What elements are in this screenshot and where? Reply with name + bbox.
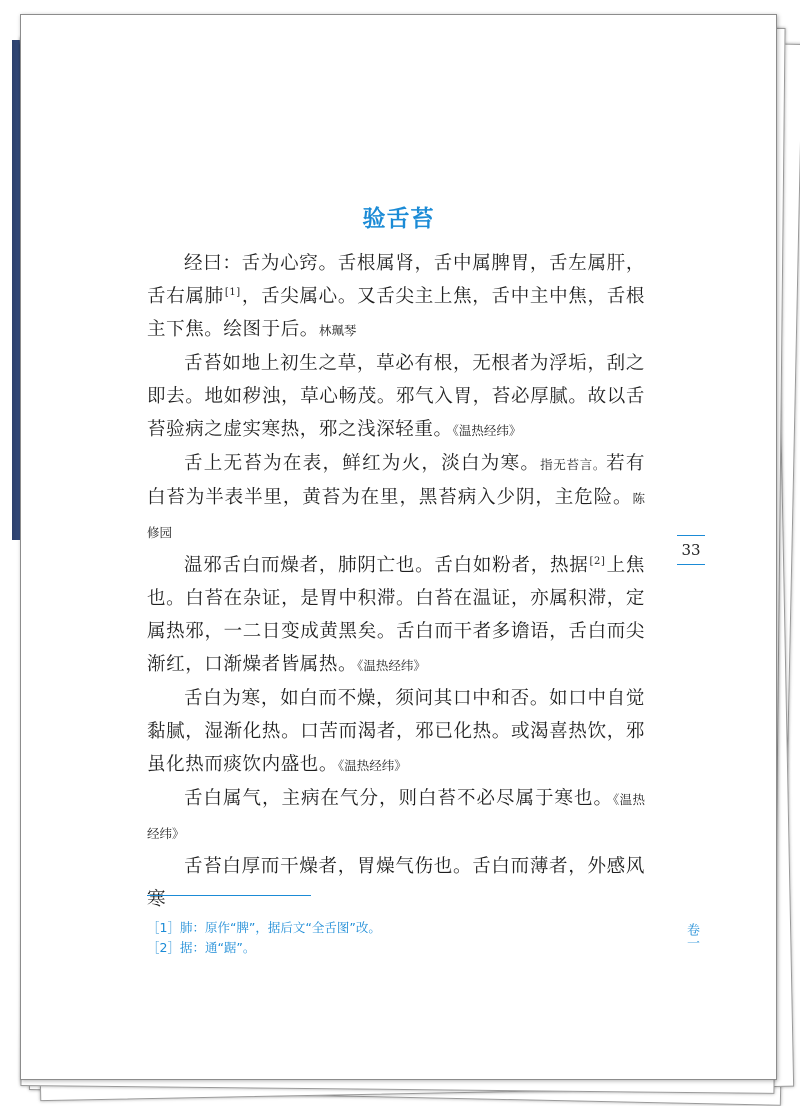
paragraph-text: 舌苔如地上初生之草，草必有根，无根者为浮垢，刮之即去。地如秽浊，草心畅茂。邪气入胃，苔必厚腻。故以舌苔验病之虚实寒热，邪之浅深轻重。 xyxy=(147,353,645,440)
paragraph-text: 温邪舌白而燥者，肺阴亡也。舌白如粉者，热据 xyxy=(184,555,589,576)
paragraph xyxy=(147,247,645,347)
paragraph xyxy=(147,682,645,782)
paragraph xyxy=(147,782,645,850)
document-page xyxy=(20,14,777,1080)
paragraph-text: 舌白属气，主病在气分，则白苔不必尽属于寒也。 xyxy=(184,788,613,809)
source-citation: 陈修园 xyxy=(147,491,645,540)
paragraph-text: 上焦也。白苔在杂证，是胃中积滞。白苔在温证，亦属积滞，定属热邪，一二日变成黄黑矣。舌白而干者多谵语，舌白而尖渐红，口渐燥者皆属热。 xyxy=(147,555,645,675)
page-number: 33 xyxy=(677,535,705,565)
paragraph-text: 经曰：舌为心窍。舌根属肾，舌中属脾胃，舌左属肝，舌右属肺 xyxy=(147,253,645,307)
source-citation: 《温热经纬》 xyxy=(452,423,522,438)
source-citation: 《温热经纬》 xyxy=(338,758,407,773)
paragraph xyxy=(147,850,645,916)
footnote-divider xyxy=(147,895,311,896)
paragraph-text: 若有白苔为半表半里，黄苔为在里，黑苔病入少阴，主危险。 xyxy=(147,453,645,508)
footnote-ref[interactable]: [1] xyxy=(224,287,241,298)
inline-note: 指无苔言。 xyxy=(540,457,607,472)
source-citation: 《温热经纬》 xyxy=(357,658,426,673)
paragraph xyxy=(147,549,645,682)
paragraph xyxy=(147,347,645,447)
footnotes xyxy=(147,918,381,958)
page-body xyxy=(147,247,645,916)
paragraph-text: 舌上无苔为在表，鲜红为火，淡白为寒。 xyxy=(184,453,541,474)
footnote-item: ［1］肺：原作“脾”，据后文“全舌图”改。 xyxy=(147,920,381,935)
paragraph-text: 舌白为寒，如白而不燥，须问其口中和否。如口中自觉黏腻，湿渐化热。口苦而渴者，邪已化热。或渴喜热饮，邪虽化热而痰饮内盛也。 xyxy=(147,688,645,775)
page-title: 验舌苔 xyxy=(362,206,435,232)
paragraph xyxy=(147,447,645,549)
footnote-item: ［2］据：通“踞”。 xyxy=(147,940,256,955)
source-citation: 林珮琴 xyxy=(318,323,357,338)
footnote-ref[interactable]: [2] xyxy=(589,556,606,567)
source-citation: 《温热经纬》 xyxy=(147,792,645,841)
chapter-label: 卷一 xyxy=(684,923,699,949)
paragraph-text: 舌苔白厚而干燥者，胃燥气伤也。舌白而薄者，外感风寒 xyxy=(147,856,645,910)
paragraph-text: ，舌尖属心。又舌尖主上焦，舌中主中焦，舌根主下焦。绘图于后。 xyxy=(147,286,645,340)
